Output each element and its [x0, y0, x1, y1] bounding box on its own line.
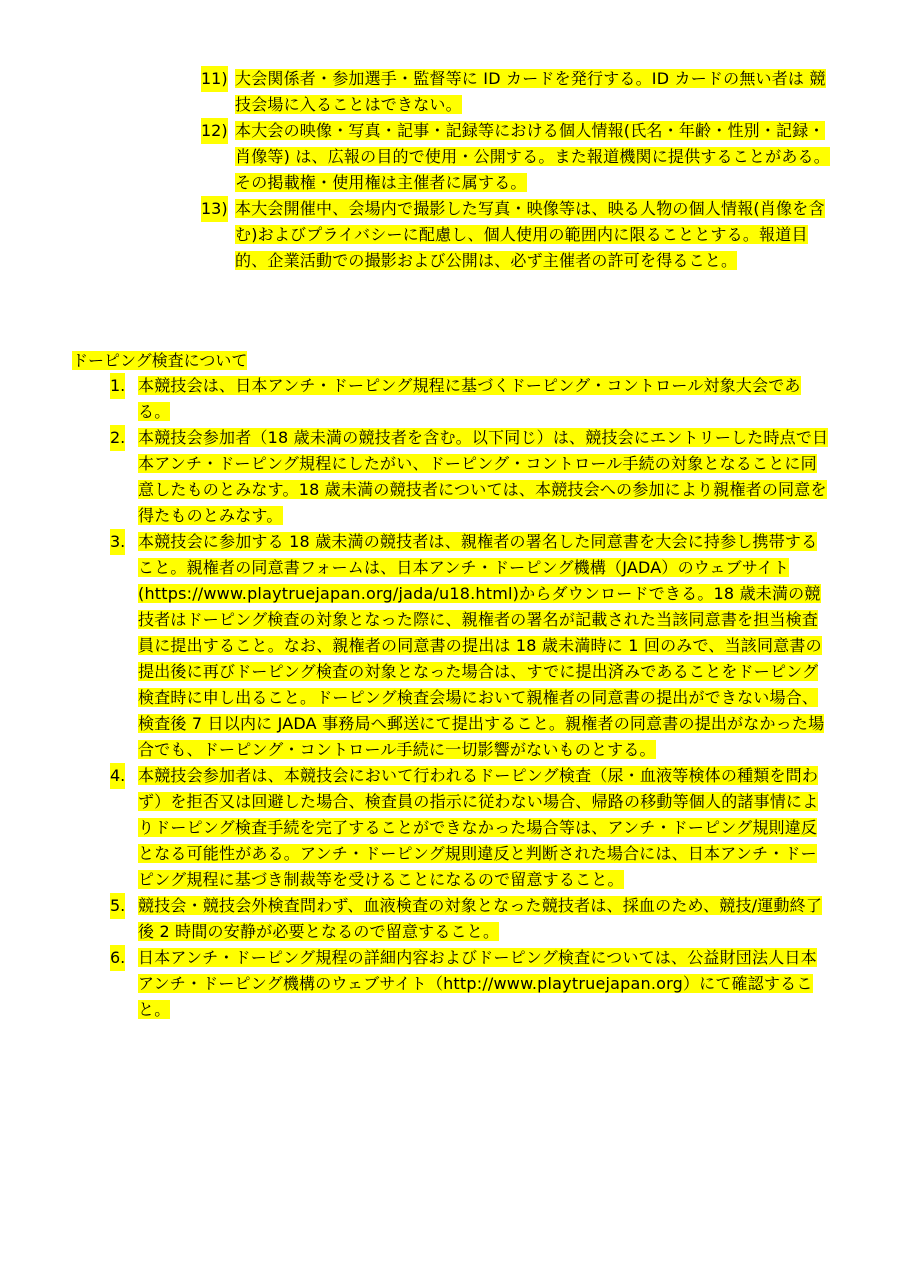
doping-item-number: 3. [110, 529, 125, 555]
doping-item-6 [110, 945, 830, 1023]
doping-item-number: 5. [110, 893, 125, 919]
doping-item-number: 4. [110, 763, 125, 789]
rule-item-12 [201, 118, 831, 196]
rules-list [201, 66, 831, 274]
doping-section-heading [72, 348, 247, 374]
doping-item-4 [110, 763, 830, 893]
doping-item-text: 本競技会は、日本アンチ・ドーピング規程に基づくドーピング・コントロール対象大会である。 [138, 376, 801, 421]
rule-text: 大会関係者・参加選手・監督等に ID カードを発行する。ID カードの無い者は 競技会場に入ることはできない。 [235, 69, 826, 114]
doping-item-text: 日本アンチ・ドーピング規程の詳細内容およびドーピング検査については、公益財団法人日本アンチ・ドーピング機構のウェブサイト（http://www.playtruejapan.org）にて確認すること。 [138, 948, 817, 1019]
doping-item-text: 本競技会参加者は、本競技会において行われるドーピング検査（尿・血液等検体の種類を問わず）を拒否又は回避した場合、検査員の指示に従わない場合、帰路の移動等個人的諸事情によりドーピング検査手続を完了することができなかった場合等は、アンチ・ドーピング規則違反となる可能性がある。アンチ・ドーピング規則違反と判断された場合には、日本アンチ・ドーピング規程に基づき制裁等を受けることになるので留意すること。 [138, 766, 819, 889]
doping-item-number: 6. [110, 945, 125, 971]
rule-item-11 [201, 66, 831, 118]
doping-item-2 [110, 425, 830, 529]
doping-item-5 [110, 893, 830, 945]
rule-text: 本大会の映像・写真・記事・記録等における個人情報(氏名・年齢・性別・記録・肖像等) は、広報の目的で使用・公開する。また報道機関に提供することがある。その掲載権・使用権は主催者に属する。 [235, 121, 830, 192]
doping-item-number: 2. [110, 425, 125, 451]
doping-item-1 [110, 373, 830, 425]
doping-item-text: 競技会・競技会外検査問わず、血液検査の対象となった競技者は、採血のため、競技/運動終了後 2 時間の安静が必要となるので留意すること。 [138, 896, 823, 941]
rule-number: 12) [201, 118, 228, 144]
rule-number: 11) [201, 66, 228, 92]
doping-item-text: 本競技会参加者（18 歳未満の競技者を含む。以下同じ）は、競技会にエントリーした時点で日本アンチ・ドーピング規程にしたがい、ドーピング・コントロール手続の対象となることに同意したものとみなす。18 歳未満の競技者については、本競技会への参加により親権者の同意を得たものとみなす。 [138, 428, 829, 525]
doping-item-number: 1. [110, 373, 125, 399]
rule-item-13 [201, 196, 831, 274]
doping-item-text: 本競技会に参加する 18 歳未満の競技者は、親権者の署名した同意書を大会に持参し携帯すること。親権者の同意書フォームは、日本アンチ・ドーピング機構（JADA）のウェブサイト(https://www.playtruejapan.org/jada/u18.html)からダウンロードできる。18 歳未満の競技者はドーピング検査の対象となった際に、親権者の署名が記載された当該同意書を担当検査員に提出すること。なお、親権者の同意書の提出は 18 歳未満時に 1 回のみで、当該同意書の提出後に再びドーピング検査の対象となった場合は、すでに提出済みであることをドーピング検査時に申し出ること。ドーピング検査会場において親権者の同意書の提出ができない場合、検査後 7 日以内に JADA 事務局へ郵送にて提出すること。親権者の同意書の提出がなかった場合でも、ドーピング・コントロール手続に一切影響がないものとする。 [138, 532, 825, 759]
rule-number: 13) [201, 196, 228, 222]
rule-text: 本大会開催中、会場内で撮影した写真・映像等は、映る人物の個人情報(肖像を含む)およびプライバシーに配慮し、個人使用の範囲内に限ることとする。報道目的、企業活動での撮影および公開は、必ず主催者の許可を得ること。 [235, 199, 825, 270]
doping-list [110, 373, 830, 1023]
doping-item-3 [110, 529, 830, 763]
doping-heading-text: ドーピング検査について [72, 351, 248, 370]
